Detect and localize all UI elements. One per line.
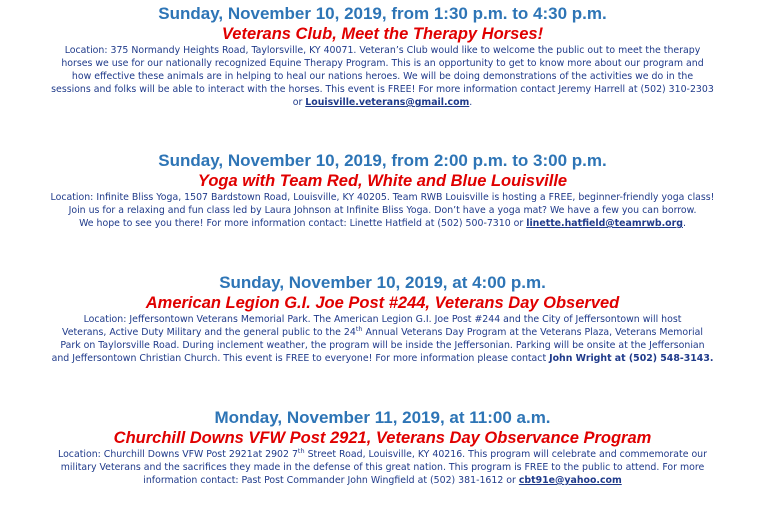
- superscript: th: [355, 324, 363, 333]
- description-line: Location: Infinite Bliss Yoga, 1507 Bardstown Road, Louisville, KY 40205. Team RWB Louisville is hosting a FREE, beginner-friendly yoga class!: [50, 192, 715, 203]
- description-line: [14, 474, 751, 487]
- event-description: [0, 191, 765, 230]
- description-line: [14, 448, 751, 461]
- superscript: th: [297, 446, 305, 455]
- event-description: [0, 448, 765, 487]
- email-link[interactable]: Louisville.veterans@gmail.com: [305, 97, 470, 108]
- event-american-legion: [0, 273, 765, 365]
- description-line: military Veterans and the sacrifices they made in the defense of this great nation. This program is FREE to the public to attend. For more: [60, 462, 705, 473]
- description-line: [14, 352, 751, 365]
- event-title: American Legion G.I. Joe Post #244, Veterans Day Observed: [145, 294, 620, 312]
- description-line: [14, 96, 751, 109]
- description-line: Join us for a relaxing and fun class led by Laura Johnson at Infinite Bliss Yoga. Don’t have a yoga mat? We have a few you can borrow.: [68, 205, 697, 216]
- line-text: .: [682, 218, 686, 229]
- line-text: or: [292, 97, 306, 108]
- description-line: Park on Taylorsville Road. During inclement weather, the program will be inside the Jeffersonian. Parking will be onsite at the Jeffersonian: [60, 340, 705, 351]
- description-line: Location: 375 Normandy Heights Road, Taylorsville, KY 40071. Veteran’s Club would like to welcome the public out to meet the therapy: [64, 45, 701, 56]
- event-churchill-downs-vfw: [0, 408, 765, 487]
- description-line: sessions and folks will be able to interact with the horses. This event is FREE! For more information contact Jeremy Harrell at (502) 310-2303: [51, 84, 714, 95]
- event-title: Yoga with Team Red, White and Blue Louisville: [197, 172, 568, 190]
- event-title: Churchill Downs VFW Post 2921, Veterans Day Observance Program: [113, 429, 652, 447]
- line-text: and Jeffersontown Christian Church. This event is FREE to everyone! For more information please contact: [51, 353, 550, 364]
- line-text: Annual Veterans Day Program at the Veterans Plaza, Veterans Memorial: [362, 327, 703, 338]
- description-line: how effective these animals are in helping to heal our nations heroes. We will be doing demonstrations of the activities we do in the: [71, 71, 694, 82]
- event-yoga: [0, 151, 765, 230]
- event-date: Monday, November 11, 2019, at 11:00 a.m.: [214, 408, 551, 427]
- event-veterans-club: [0, 4, 765, 109]
- description-line: Location: Jeffersontown Veterans Memorial Park. The American Legion G.I. Joe Post #244 and the City of Jeffersontown will host: [83, 314, 682, 325]
- email-link[interactable]: cbt91e@yahoo.com: [518, 475, 622, 486]
- line-text: Veterans, Active Duty Military and the general public to the 24: [62, 327, 356, 338]
- line-text: Location: Churchill Downs VFW Post 2921at 2902 7: [58, 449, 298, 460]
- line-text: Street Road, Louisville, KY 40216. This program will celebrate and commemorate our: [304, 449, 707, 460]
- description-line: horses we use for our nationally recognized Equine Therapy Program. This is an opportunity to get to know more about our program and: [61, 58, 704, 69]
- description-line: [14, 326, 751, 339]
- description-line: [14, 217, 751, 230]
- event-date: Sunday, November 10, 2019, at 4:00 p.m.: [219, 273, 546, 292]
- line-text: information contact: Past Post Commander John Wingfield at (502) 381-1612 or: [143, 475, 519, 486]
- contact-bold: John Wright at (502) 548-3143.: [549, 353, 714, 364]
- email-link[interactable]: linette.hatfield@teamrwb.org: [526, 218, 683, 229]
- event-date: Sunday, November 10, 2019, from 2:00 p.m. to 3:00 p.m.: [158, 151, 607, 170]
- event-title: Veterans Club, Meet the Therapy Horses!: [221, 25, 544, 43]
- event-date: Sunday, November 10, 2019, from 1:30 p.m. to 4:30 p.m.: [158, 4, 607, 23]
- event-description: [0, 44, 765, 109]
- line-text: .: [469, 97, 473, 108]
- line-text: We hope to see you there! For more information contact: Linette Hatfield at (502) 500-7310 or: [79, 218, 527, 229]
- event-description: [0, 313, 765, 365]
